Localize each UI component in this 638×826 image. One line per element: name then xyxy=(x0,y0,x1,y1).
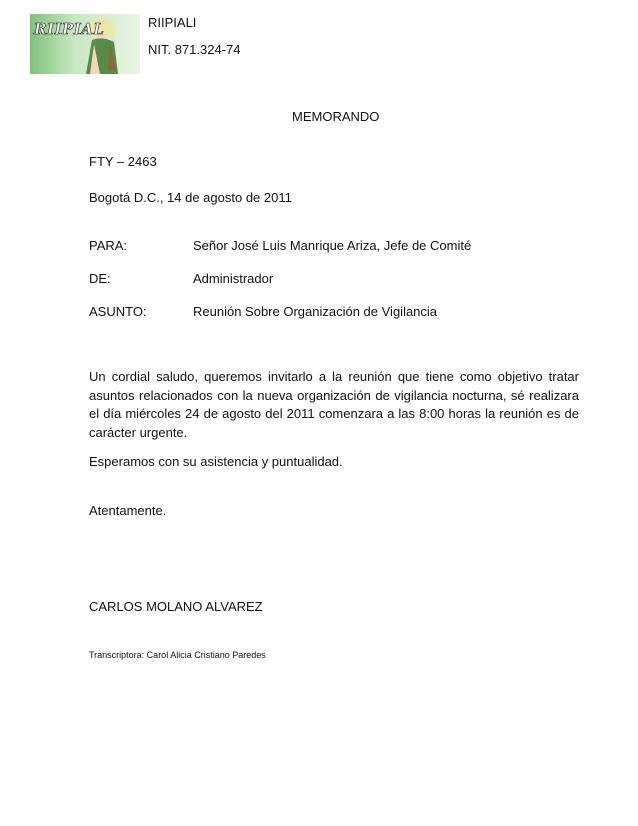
memo-signatory: CARLOS MOLANO ALVAREZ xyxy=(89,599,263,614)
memo-transcriber: Transcriptora: Carol Alicia Cristiano Paredes xyxy=(89,650,266,660)
memo-closing-line: Esperamos con su asistencia y puntualidad. xyxy=(89,454,343,469)
field-asunto-label: ASUNTO: xyxy=(89,304,147,319)
memo-sign-off: Atentamente. xyxy=(89,503,167,518)
company-name: RIIPIALI xyxy=(148,15,197,30)
field-asunto-value: Reunión Sobre Organización de Vigilancia xyxy=(193,304,438,319)
memo-title: MEMORANDO xyxy=(292,109,380,124)
memo-body-paragraph: Un cordial saludo, queremos invitarlo a la reunión que tiene como objetivo tratar asuntos relacionados con la nueva organización de vigilancia nocturna, sé realizara el día miércoles 24 de agosto del 2011 comenzara a las 8:00 horas la reunión es de carácter urgente. xyxy=(89,369,579,440)
memo-reference: FTY – 2463 xyxy=(89,154,157,169)
field-de-value: Administrador xyxy=(193,271,274,286)
memo-place-date: Bogotá D.C., 14 de agosto de 2011 xyxy=(89,190,292,205)
field-para-label: PARA: xyxy=(89,238,128,253)
company-nit: NIT. 871.324-74 xyxy=(148,42,241,57)
field-para-value: Señor José Luis Manrique Ariza, Jefe de Comité xyxy=(193,238,472,253)
company-logo xyxy=(30,14,140,74)
field-de-label: DE: xyxy=(89,271,111,286)
logo-wordmark: RIIPIAL xyxy=(34,20,105,38)
